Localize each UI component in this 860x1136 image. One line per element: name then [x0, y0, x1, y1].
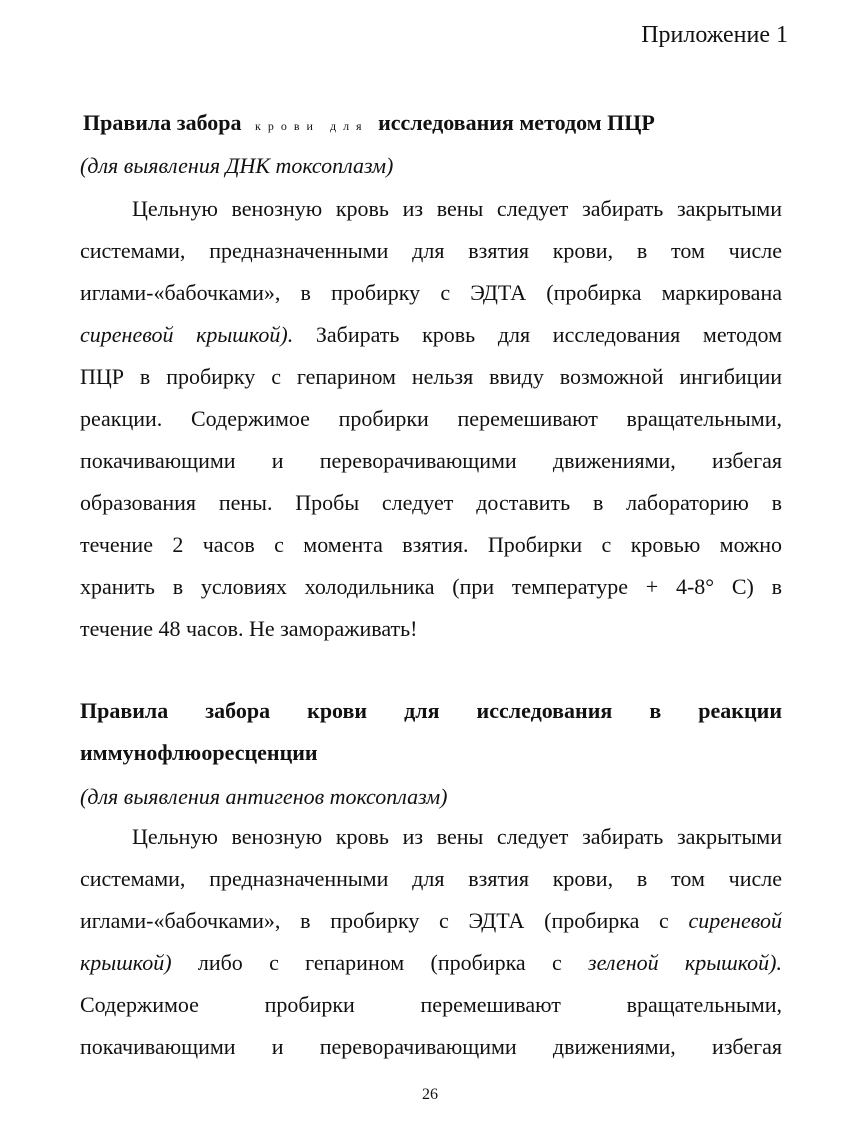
- text-fragment: иглами-«бабочками», в пробирку с ЭДТА (пробирка с: [80, 908, 669, 933]
- section2-subtitle: (для выявления антигенов токсоплазм): [80, 784, 448, 809]
- body-line: Содержимое пробирки перемешивают вращательными,: [80, 992, 782, 1017]
- section1-body: [80, 188, 782, 650]
- body-line: ПЦР в пробирку с гепарином нельзя ввиду возможной ингибиции: [80, 364, 782, 389]
- body-line: Цельную венозную кровь из вены следует забирать закрытыми: [132, 824, 782, 849]
- italic-fragment: крышкой): [80, 950, 172, 975]
- body-line: Цельную венозную кровь из вены следует забирать закрытыми: [132, 196, 782, 221]
- italic-fragment: сиреневой: [688, 908, 782, 933]
- section2-title-line: иммунофлюоресценции: [80, 740, 318, 765]
- body-line: образования пены. Пробы следует доставить в лабораторию в: [80, 490, 782, 515]
- text-fragment: либо с гепарином (пробирка с: [197, 950, 562, 975]
- text-fragment: Забирать кровь для исследования методом: [315, 322, 783, 347]
- body-line-mixed: [80, 314, 782, 356]
- appendix-label: Приложение 1: [641, 22, 788, 48]
- section1-title-part-b: исследования методом ПЦР: [378, 110, 655, 135]
- section1-subtitle: (для выявления ДНК токсоплазм): [80, 153, 394, 178]
- italic-fragment: зеленой крышкой).: [588, 950, 782, 975]
- section1-title-spaced-part: крови для: [255, 119, 369, 133]
- section2-title: [80, 690, 782, 774]
- section2-body: [80, 816, 782, 1068]
- body-line: системами, предназначенными для взятия крови, в том числе: [80, 866, 782, 891]
- body-line: покачивающими и переворачивающими движениями, избегая: [80, 448, 782, 473]
- section1-title-part-a: Правила забора: [83, 110, 242, 135]
- section1-title: [83, 110, 655, 136]
- body-line-mixed: [80, 942, 782, 984]
- body-line: течение 2 часов с момента взятия. Пробирки с кровью можно: [80, 532, 782, 557]
- section2-title-line: Правила забора крови для исследования в реакции: [80, 698, 782, 723]
- body-line: иглами-«бабочками», в пробирку с ЭДТА (пробирка маркирована: [80, 280, 782, 305]
- body-line-mixed: [80, 900, 782, 942]
- body-line: реакции. Содержимое пробирки перемешивают вращательными,: [80, 406, 782, 431]
- italic-fragment: сиреневой крышкой).: [80, 322, 294, 347]
- body-line: хранить в условиях холодильника (при температуре + 4-8° С) в: [80, 574, 782, 599]
- body-line: покачивающими и переворачивающими движениями, избегая: [80, 1034, 782, 1059]
- body-line: системами, предназначенными для взятия крови, в том числе: [80, 238, 782, 263]
- body-line: течение 48 часов. Не замораживать!: [80, 616, 418, 641]
- page-number: 26: [422, 1086, 438, 1103]
